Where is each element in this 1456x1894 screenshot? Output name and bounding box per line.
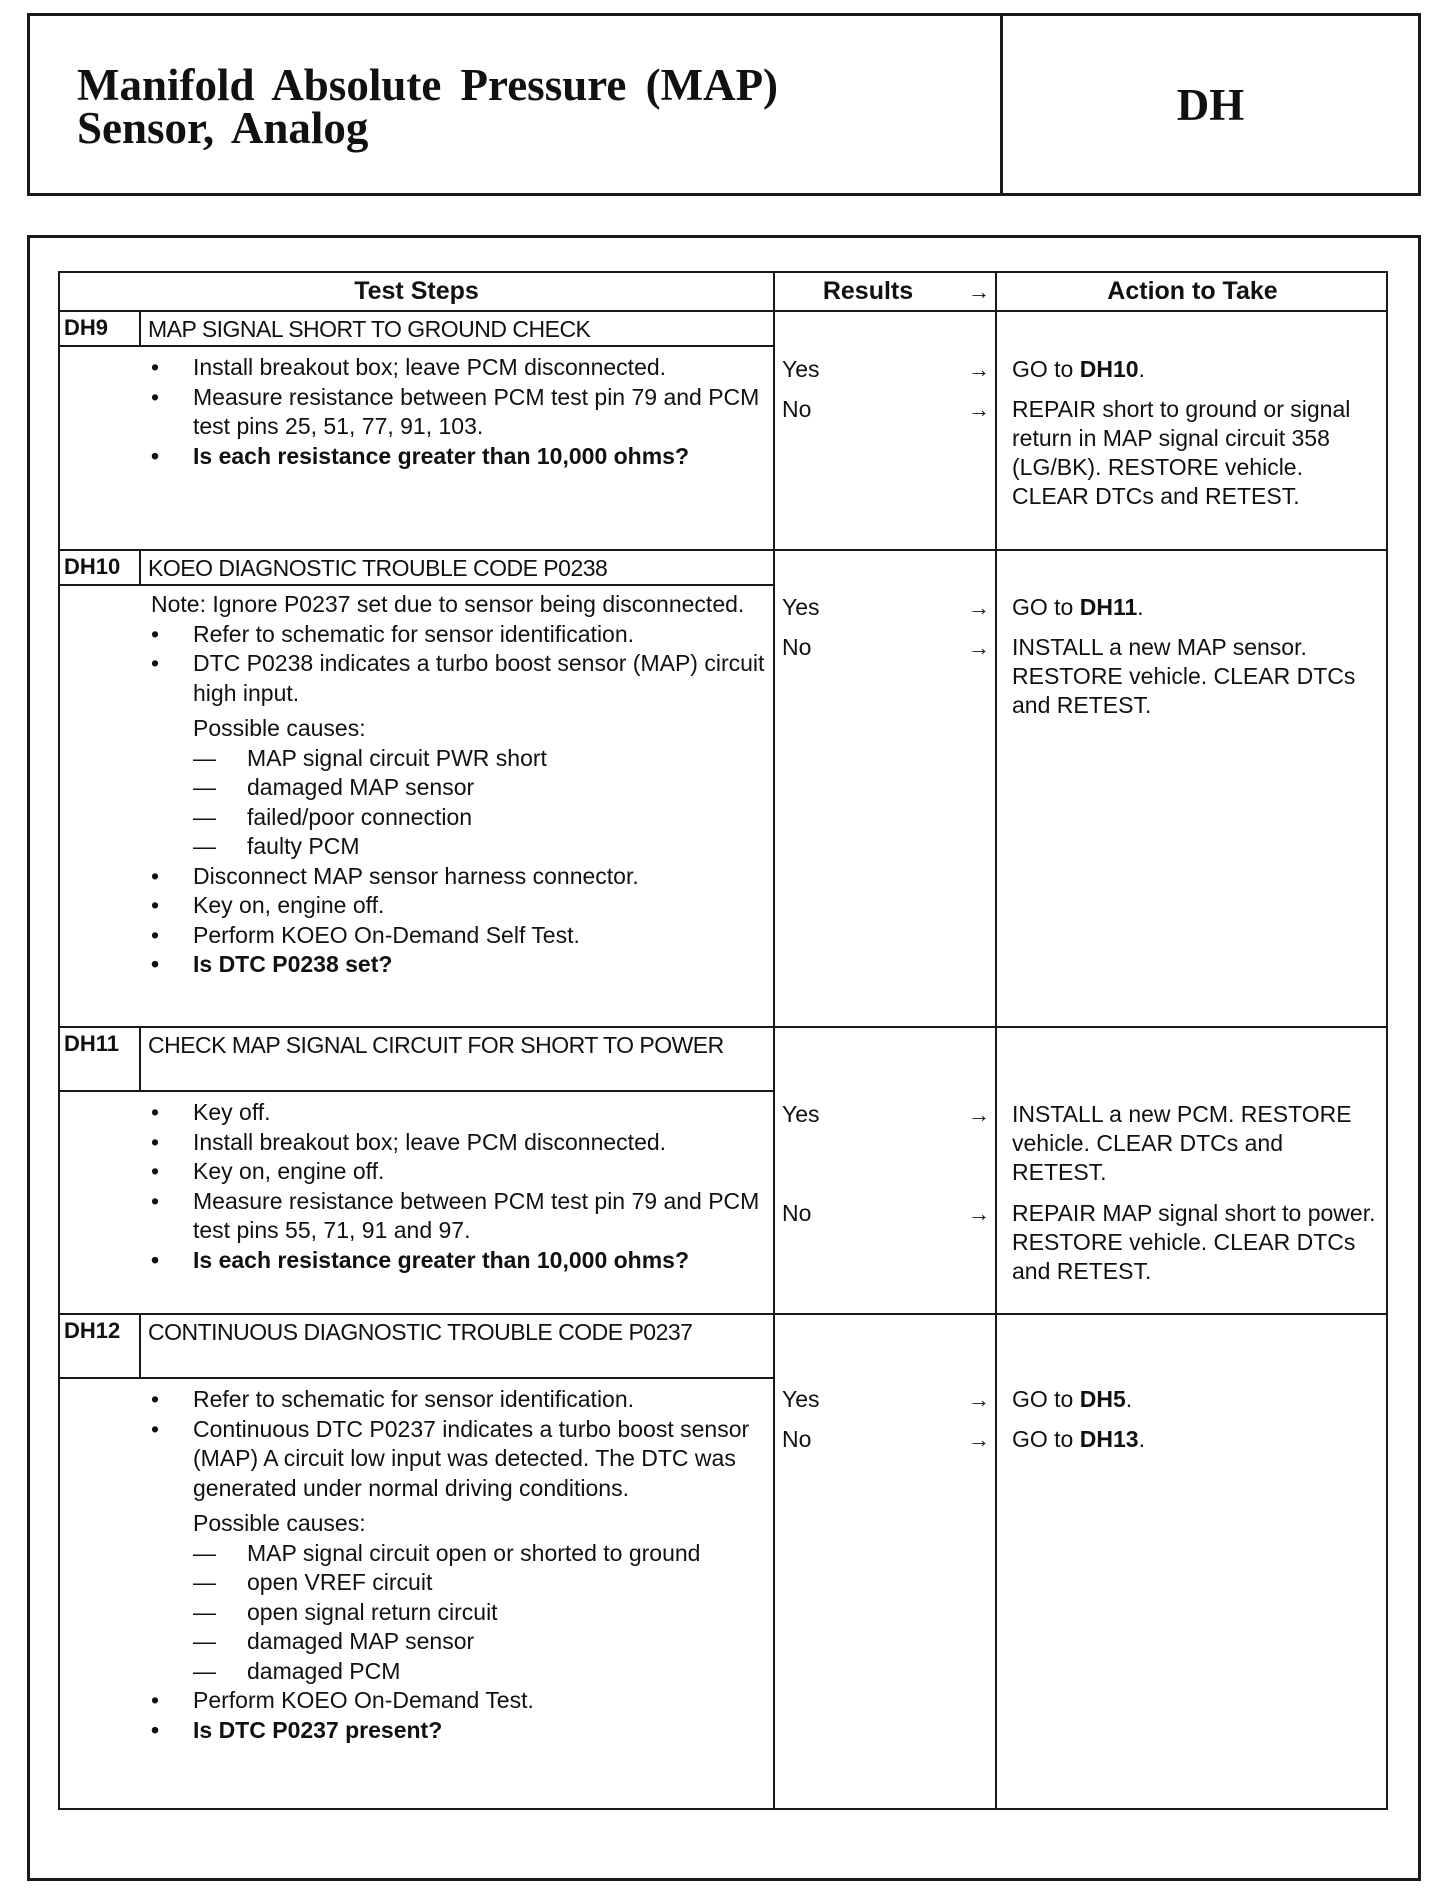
step-bullet: • Refer to schematic for sensor identification. xyxy=(151,1385,771,1415)
result-no: No xyxy=(782,1200,812,1226)
step-question: • Is DTC P0237 present? xyxy=(151,1716,771,1746)
result-no: No xyxy=(782,1426,812,1452)
step-title: CHECK MAP SIGNAL CIRCUIT FOR SHORT TO POWER xyxy=(148,1032,724,1058)
page-title-line-1: Manifold Absolute Pressure (MAP) xyxy=(77,60,779,110)
diagnostic-table xyxy=(58,271,1388,1810)
step-bullet: • Disconnect MAP sensor harness connector. xyxy=(151,862,771,892)
possible-causes-label: Possible causes: xyxy=(193,1510,366,1536)
column-header-test-steps: Test Steps xyxy=(354,277,479,305)
result-yes: Yes xyxy=(782,1386,820,1412)
result-no: No xyxy=(782,634,812,660)
step-dh9 xyxy=(60,310,773,549)
cause-item: — damaged MAP sensor xyxy=(151,1627,771,1657)
action-yes xyxy=(1012,593,1382,622)
result-arrow-icon: → xyxy=(968,397,990,422)
action-no: INSTALL a new MAP sensor. RESTORE vehicle. CLEAR DTCs and RETEST. xyxy=(1012,634,1356,718)
step-title: CONTINUOUS DIAGNOSTIC TROUBLE CODE P0237 xyxy=(148,1319,693,1345)
step-note: Note: Ignore P0237 set due to sensor being disconnected. xyxy=(151,591,745,617)
action-text: GO to xyxy=(1012,356,1080,382)
step-body xyxy=(151,1098,771,1275)
column-divider-results xyxy=(995,273,997,1808)
action-text: GO to xyxy=(1012,594,1080,620)
step-bullet: • Install breakout box; leave PCM disconnected. xyxy=(151,1128,771,1158)
column-divider-steps xyxy=(773,273,775,1808)
result-yes: Yes xyxy=(782,594,820,620)
result-arrow-icon: → xyxy=(968,357,990,382)
step-question: • Is DTC P0238 set? xyxy=(151,950,771,980)
action-text: GO to xyxy=(1012,1386,1080,1412)
result-arrow-icon: → xyxy=(968,1201,990,1226)
action-tail: . xyxy=(1138,1426,1145,1452)
step-id: DH10 xyxy=(60,549,141,584)
step-bullet: • Continuous DTC P0237 indicates a turbo boost sensor (MAP) A circuit low input was detected. The DTC was generated under normal driving conditions. xyxy=(151,1415,771,1504)
step-bullet: • Perform KOEO On-Demand Test. xyxy=(151,1686,771,1716)
step-bullet: • Perform KOEO On-Demand Self Test. xyxy=(151,921,771,951)
step-title-row xyxy=(60,1313,773,1379)
step-bullet: • Key on, engine off. xyxy=(151,891,771,921)
step-id: DH12 xyxy=(60,1313,141,1377)
cause-item: — open signal return circuit xyxy=(151,1598,771,1628)
cause-item: — MAP signal circuit open or shorted to ground xyxy=(151,1539,771,1569)
result-arrow-icon: → xyxy=(968,1102,990,1127)
step-bullet: • Measure resistance between PCM test pin 79 and PCM test pins 25, 51, 77, 91, 103. xyxy=(151,383,771,442)
step-title-row xyxy=(60,549,773,586)
step-dh12 xyxy=(60,1313,773,1810)
action-tail: . xyxy=(1138,356,1145,382)
step-body xyxy=(151,353,771,471)
step-id: DH9 xyxy=(60,310,141,345)
action-tail: . xyxy=(1125,1386,1133,1412)
cause-item: — damaged MAP sensor xyxy=(151,773,771,803)
header-box xyxy=(27,13,1421,196)
step-title: MAP SIGNAL SHORT TO GROUND CHECK xyxy=(148,316,591,342)
step-bullet: • Refer to schematic for sensor identification. xyxy=(151,620,771,650)
action-yes: INSTALL a new PCM. RESTORE vehicle. CLEAR DTCs and RETEST. xyxy=(1012,1101,1352,1185)
action-no: REPAIR MAP signal short to power. RESTORE vehicle. CLEAR DTCs and RETEST. xyxy=(1012,1200,1376,1284)
action-step-ref: DH11 xyxy=(1079,594,1138,620)
result-yes: Yes xyxy=(782,1101,820,1127)
section-code: DH xyxy=(1176,79,1245,130)
result-arrow-icon: → xyxy=(968,1427,990,1452)
step-title-row xyxy=(60,1026,773,1092)
step-id: DH11 xyxy=(60,1026,141,1090)
action-yes xyxy=(1012,1385,1382,1414)
result-no: No xyxy=(782,396,812,422)
step-bullet: • Measure resistance between PCM test pin 79 and PCM test pins 55, 71, 91 and 97. xyxy=(151,1187,771,1246)
column-header-results: Results xyxy=(822,277,914,305)
result-arrow-icon: → xyxy=(968,595,990,620)
action-no: REPAIR short to ground or signal return in MAP signal circuit 358 (LG/BK). RESTORE vehicle. CLEAR DTCs and RETEST. xyxy=(1012,396,1351,509)
action-step-ref: DH5 xyxy=(1079,1386,1126,1412)
cause-item: — damaged PCM xyxy=(151,1657,771,1687)
step-question: • Is each resistance greater than 10,000 ohms? xyxy=(151,1246,771,1276)
step-title: KOEO DIAGNOSTIC TROUBLE CODE P0238 xyxy=(148,555,608,581)
action-no xyxy=(1012,1425,1382,1454)
action-step-ref: DH10 xyxy=(1079,356,1139,382)
step-bullet: • Key on, engine off. xyxy=(151,1157,771,1187)
step-bullet: • DTC P0238 indicates a turbo boost sensor (MAP) circuit high input. xyxy=(151,649,771,708)
action-text: GO to xyxy=(1012,1426,1080,1452)
page-title-line-2: Sensor, Analog xyxy=(77,103,369,153)
column-header-arrow-icon: → xyxy=(968,279,990,304)
step-body xyxy=(151,1385,771,1745)
cause-item: — MAP signal circuit PWR short xyxy=(151,744,771,774)
result-yes: Yes xyxy=(782,356,820,382)
step-bullet: • Key off. xyxy=(151,1098,771,1128)
action-tail: . xyxy=(1137,594,1144,620)
action-yes xyxy=(1012,355,1382,384)
possible-causes-label: Possible causes: xyxy=(193,715,366,741)
result-arrow-icon: → xyxy=(968,1387,990,1412)
step-bullet: • Install breakout box; leave PCM disconnected. xyxy=(151,353,771,383)
page-title xyxy=(77,60,957,153)
action-step-ref: DH13 xyxy=(1079,1426,1139,1452)
cause-item: — open VREF circuit xyxy=(151,1568,771,1598)
step-title-row xyxy=(60,310,773,347)
cause-item: — faulty PCM xyxy=(151,832,771,862)
cause-item: — failed/poor connection xyxy=(151,803,771,833)
step-question: • Is each resistance greater than 10,000 ohms? xyxy=(151,442,771,472)
step-dh11 xyxy=(60,1026,773,1313)
step-dh10 xyxy=(60,549,773,1026)
result-arrow-icon: → xyxy=(968,635,990,660)
column-header-action: Action to Take xyxy=(1107,277,1278,305)
step-body xyxy=(151,590,771,980)
